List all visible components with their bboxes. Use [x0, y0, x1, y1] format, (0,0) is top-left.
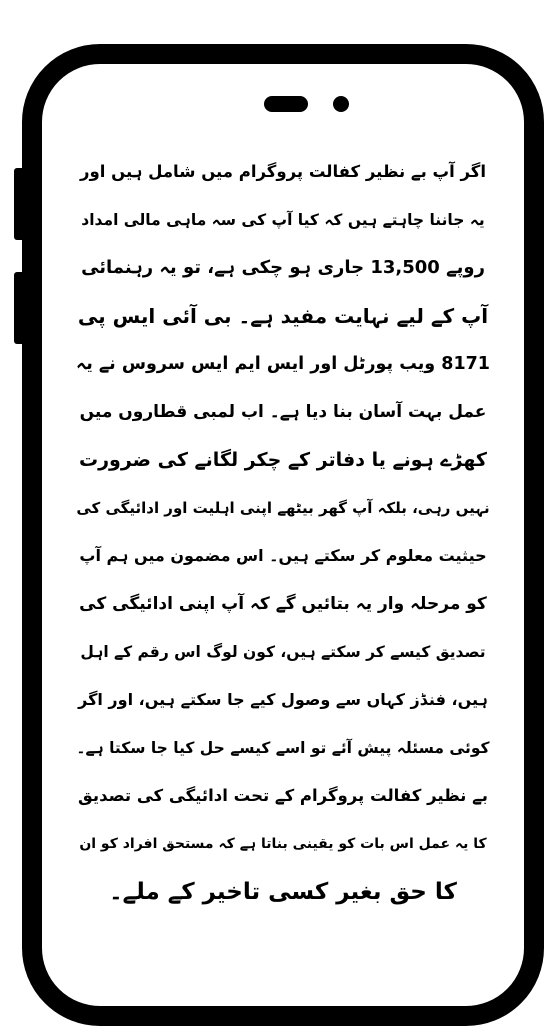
article-line: کوئی مسئلہ پیش آئے تو اسے کیسے حل کیا جا سکتا ہے۔ — [76, 739, 490, 757]
article-text — [76, 148, 490, 916]
article-line: یہ جاننا چاہتے ہیں کہ کیا آپ کی سہ ماہی مالی امداد — [81, 211, 485, 229]
article-line: اگر آپ بے نظیر کفالت پروگرام میں شامل ہیں اور — [79, 162, 487, 181]
article-line: حیثیت معلوم کر سکتے ہیں۔ اس مضمون میں ہم آپ — [79, 546, 487, 565]
article-line: بے نظیر کفالت پروگرام کے تحت ادائیگی کی تصدیق — [78, 786, 488, 805]
camera-icon — [333, 96, 349, 112]
article-line: ہیں، فنڈز کہاں سے وصول کیے جا سکتے ہیں، اور اگر — [78, 690, 488, 709]
phone-frame — [22, 44, 544, 1026]
article-line: عمل بہت آسان بنا دیا ہے۔ اب لمبی قطاروں میں — [79, 402, 487, 422]
article-line: کھڑے ہونے یا دفاتر کے چکر لگانے کی ضرورت — [79, 449, 487, 471]
article-line: تصدیق کیسے کر سکتے ہیں، کون لوگ اس رقم کے اہل — [80, 643, 486, 661]
article-line: آپ کے لیے نہایت مفید ہے۔ بی آئی ایس پی — [77, 304, 489, 328]
article-line: کا حق بغیر کسی تاخیر کے ملے۔ — [109, 879, 457, 905]
article-line: کو مرحلہ وار یہ بتائیں گے کہ آپ اپنی ادائیگی کی — [79, 594, 487, 614]
article-line: 8171 ویب پورٹل اور ایس ایم ایس سروس نے یہ — [76, 354, 490, 374]
article-line: روپے 13,500 جاری ہو چکی ہے، تو یہ رہنمائی — [81, 257, 485, 278]
article-line: نہیں رہی، بلکہ آپ گھر بیٹھے اپنی اہلیت اور ادائیگی کی — [76, 499, 490, 517]
speaker-icon — [264, 96, 308, 112]
article-line: کا یہ عمل اس بات کو یقینی بناتا ہے کہ مستحق افراد کو ان — [79, 836, 487, 852]
